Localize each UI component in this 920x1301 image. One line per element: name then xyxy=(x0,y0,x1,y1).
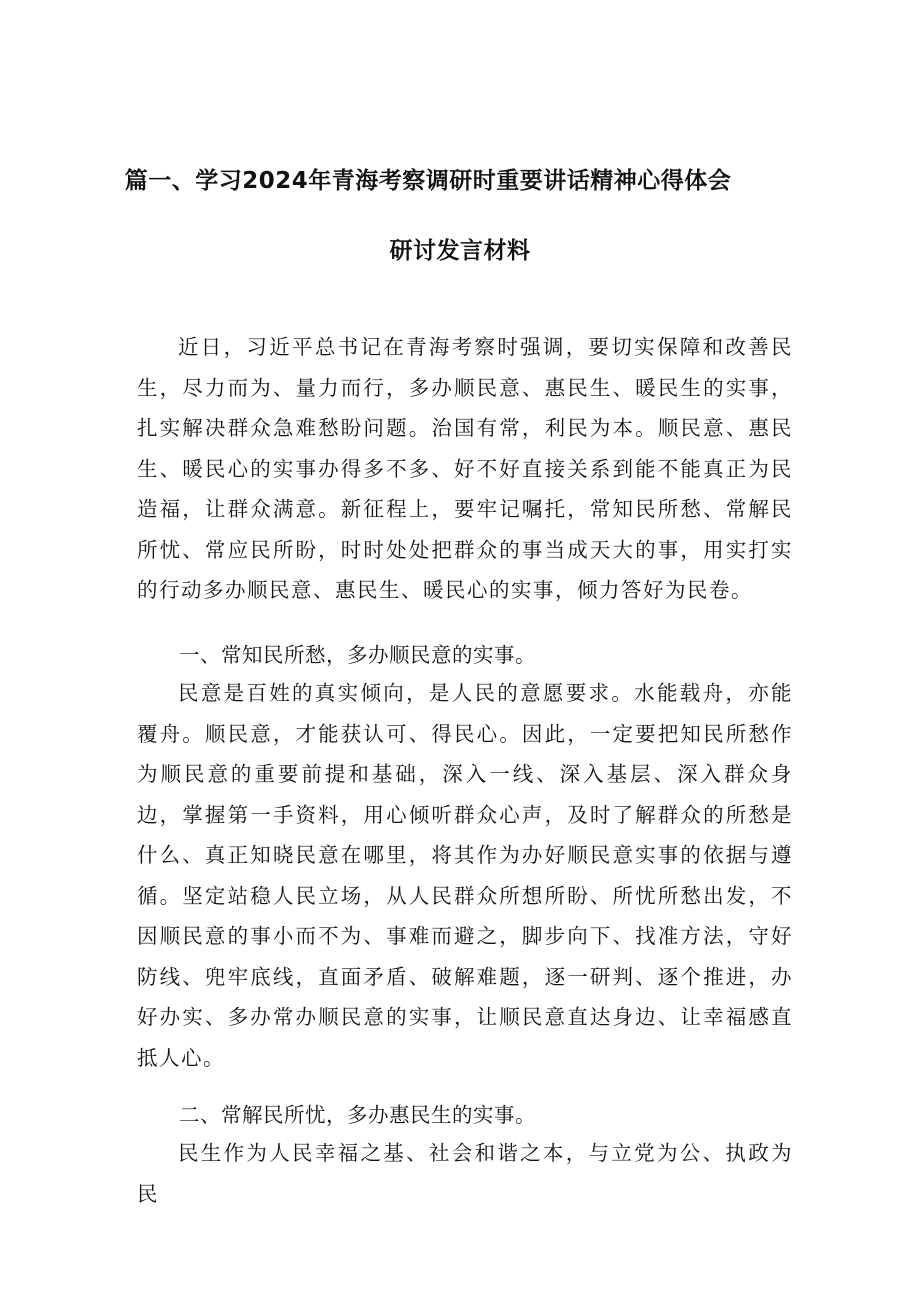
section-2-body xyxy=(137,1133,793,1214)
document-subtitle: 研讨发言材料 xyxy=(389,238,531,264)
section-2-paragraph: 民生作为人民幸福之基、社会和谐之本，与立党为公、执政为民 xyxy=(137,1141,793,1206)
section-1-paragraph: 民意是百姓的真实倾向，是人民的意愿要求。水能载舟，亦能覆舟。顺民意，才能获认可、得民心。因此，一定要把知民所愁作为顺民意的重要前提和基础，深入一线、深入基层、深入群众身边，掌握第一手资料，用心倾听群众心声，及时了解群众的所愁是什么、真正知晓民意在哪里，将其作为办好顺民意实事的依据与遵循。坚定站稳人民立场，从人民群众所想所盼、所忧所愁出发，不因顺民意的事小而不为、事难而避之，脚步向下、找准方法，守好防线、兜牢底线，直面矛盾、破解难题，逐一研判、逐个推进，办好办实、多办常办顺民意的实事，让顺民意直达身边、让幸福感直抵人心。 xyxy=(137,681,793,1070)
section-1-body xyxy=(137,673,793,1078)
document-title: 篇一、学习2024年青海考察调研时重要讲话精神心得体会 xyxy=(124,168,732,194)
section-heading-1: 一、常知民所愁，多办顺民意的实事。 xyxy=(179,643,536,667)
intro-section xyxy=(137,327,793,611)
intro-paragraph: 近日，习近平总书记在青海考察时强调，要切实保障和改善民生，尽力而为、量力而行，多办顺民意、惠民生、暖民生的实事，扎实解决群众急难愁盼问题。治国有常，利民为本。顺民意、惠民生、暖民心的实事办得多不多、好不好直接关系到能不能真正为民造福，让群众满意。新征程上，要牢记嘱托，常知民所愁、常解民所忧、常应民所盼，时时处处把群众的事当成天大的事，用实打实的行动多办顺民意、惠民生、暖民心的实事，倾力答好为民卷。 xyxy=(137,335,793,602)
section-heading-2: 二、常解民所忧，多办惠民生的实事。 xyxy=(179,1103,536,1127)
